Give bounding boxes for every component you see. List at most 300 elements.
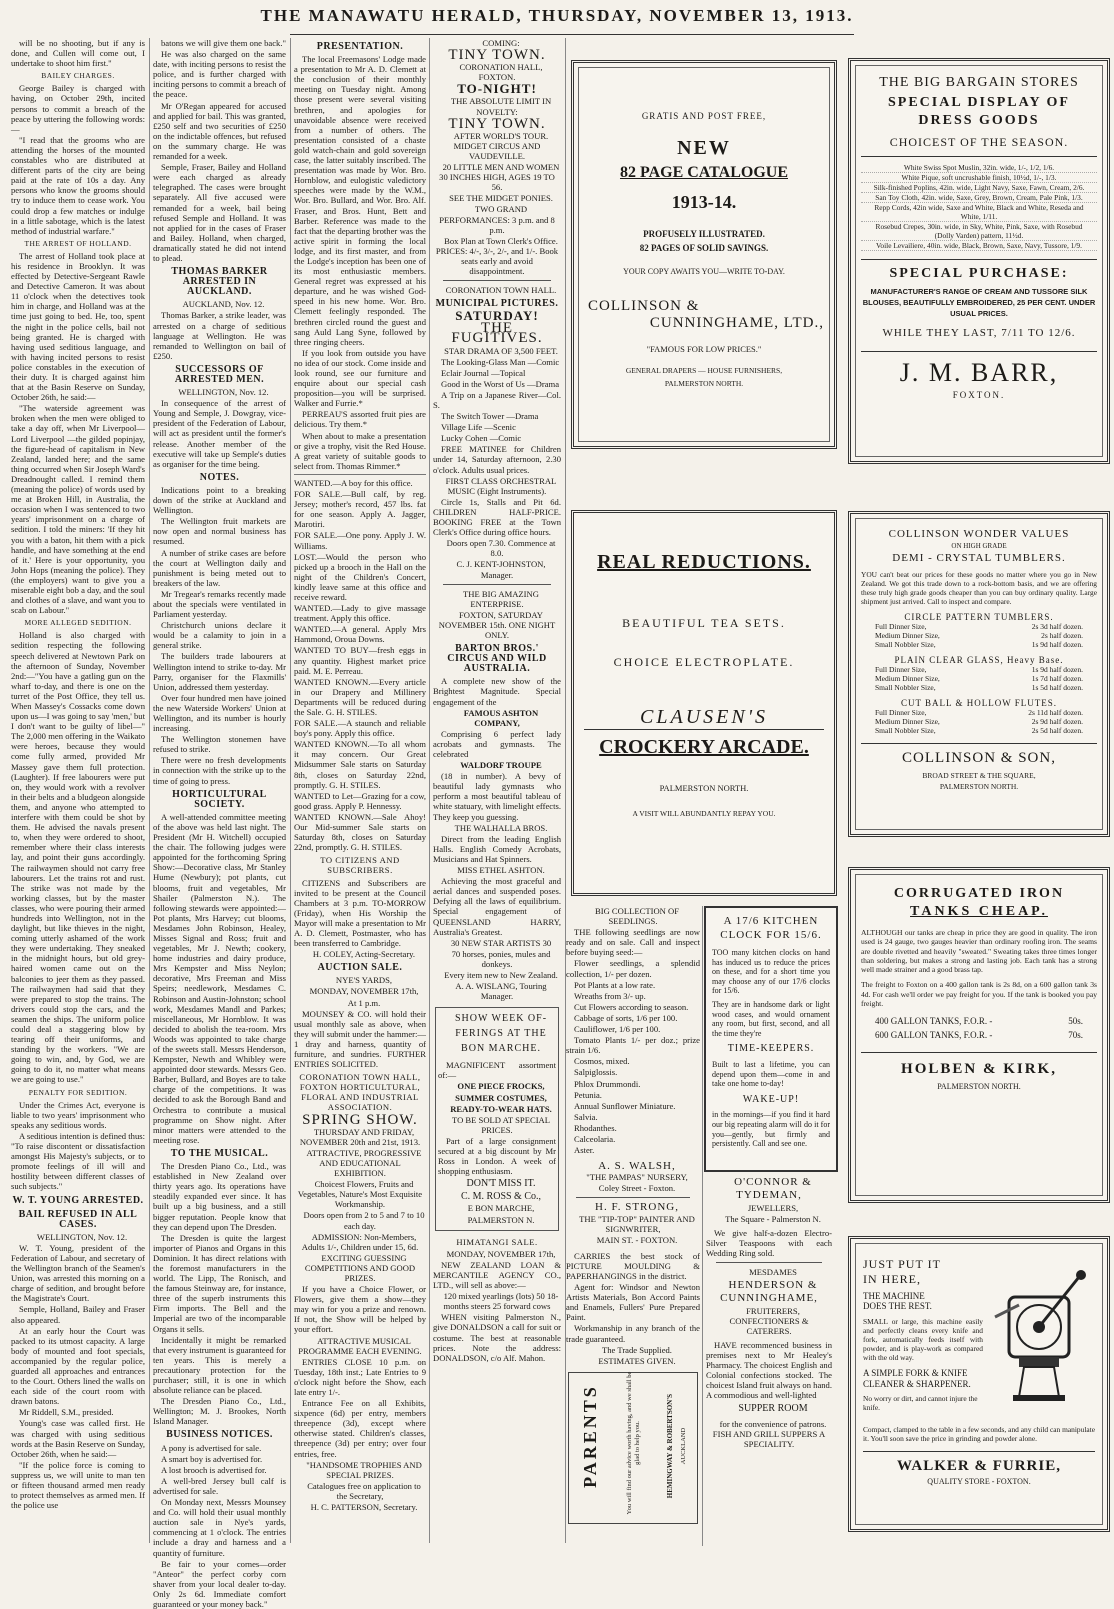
price: 50s. [1068,1016,1083,1027]
news-column-1 [11,38,145,1543]
paragraph: THE ABSOLUTE LIMIT IN NOVELTY: [450,96,552,117]
ad-body [584,551,824,818]
ad-headline: C. M. ROSS & Co., [460,1191,542,1203]
ad-headline: SHOW WEEK OF- [454,1013,548,1025]
classified-ad: WANTED KNOWN.—Sale Ahoy! Our Mid-summer Sale starts on Saturday 8th, closes on Saturday 22nd, promptly. G. H. STILES. [294,811,426,853]
paragraph: batons we will give them one back." [161,38,286,48]
paragraph: AFTER WORLD'S TOUR. MIDGET CIRCUS AND VAUDEVILLE. [453,130,549,161]
list-item: Aster. [574,1145,595,1156]
ad-item: READY-TO-WEAR HATS. [450,1103,552,1114]
paragraph: "If the police force is coming to suppress us, we will unite to man ten or fifteen thousand armed men ready to protect themselves as armed men. If the police use [11,1459,145,1511]
headline: W. T. YOUNG ARRESTED. [12,1194,144,1206]
ad-company: HOLBEN & KIRK, [861,1052,1097,1078]
barr-ad [848,58,1110,464]
ad-address: QUALITY STORE - FOXTON. [927,1477,1031,1486]
program-item: Eclair Journal —Topical [441,367,526,378]
paragraph: 70 horses, ponies, mules and donkeys. [451,948,551,969]
ad-body [861,528,1097,791]
subheading: CORONATION TOWN HALL, FOXTON HORTICULTURAL, FLORAL AND INDUSTRIAL ASSOCIATION. [299,1072,421,1113]
ad-body [861,886,1097,1091]
paragraph: A number of strike cases are before the court at Wellington daily and punishment is being meted out to breakers of the law. [153,547,286,588]
paragraph: MOUNSEY & CO. will hold their usual monthly sale as above, when they will submit under the hammer:—1 dray and harness, quantity of furniture, and sundries. FURTHER ENTRIES SOLICITED. [294,1008,426,1070]
paragraph: Compact, clamped to the table in a few seconds, and any child can manipulate it. You'll soon save the price in grinding and powder alone. [863,1425,1095,1443]
paragraph: Young's case was called first. He was charged with using seditious words at the Basin Reserve on Sunday, October 26th, when he said:— [11,1418,145,1459]
paragraph: ADMISSION: Non-Members, Adults 1/-, Children under 15, 6d. [301,1231,419,1252]
list-item: Repp Cords, 42in wide, Saxe and White, Black and White, Reseda and White, 1/11. [861,203,1097,222]
subheading: HIMATANGI SALE. [456,1236,538,1247]
paragraph: Be fair to your cornes—order "Anteor" the perfect corby corn shaver from your local dealer to-day. Only 2s 6d. Immediate comfort guaranteed or your money back." [153,1558,286,1609]
ad-headline: COLLINSON WONDER VALUES [888,528,1070,540]
ad-line: THE "TIP-TOP" PAINTER AND SIGNWRITER, [579,1213,695,1234]
paragraph: Box Plan at Town Clerk's Office. PRICES: 4/-, 3/-, 2/-, and 1/-. Book seats early and avoid disappointment. [435,235,559,276]
size-label: Full Dinner Size, [875,622,927,631]
paragraph: THE BIG AMAZING ENTERPRISE. [463,588,539,609]
divider [716,1262,822,1263]
ad-line: "THE PAMPAS" NURSERY, [586,1172,688,1183]
paragraph: Part of a large consignment secured at a big discount by Mr Ross in London. A week of shopping enthusiasm. [438,1135,556,1177]
ad-body [861,75,1097,400]
ad-company: CROCKERY ARCADE. [599,736,809,758]
classified-ads [294,474,426,852]
date: MONDAY, NOVEMBER 17th, [309,986,419,997]
ad-line: ON HIGH GRADE [951,542,1007,550]
paragraph: If you have a Choice Flower, or Flowers, give them a show—they may win for you a prize and renown. If not, the Show will be helped by your effort. [294,1284,426,1335]
ad-address: Coley Street - Foxton. [598,1183,676,1194]
paragraph: TWO GRAND PERFORMANCES: 3 p.m. and 8 p.m. [439,204,555,235]
paragraph: CORONATION HALL, FOXTON. [459,62,543,83]
list-item: Salvia. [574,1111,598,1122]
ad-headline: BIG COLLECTION OF SEEDLINGS. [594,906,680,927]
paragraph: SMALL or large, this machine easily and perfectly cleans every knife and fork, automatically feeds itself with powder, and is play-work as compared with the old way. [863,1317,983,1362]
classified-ad: WANTED to Let—Grazing for a cow, good grass. Apply P. Hennessy. [294,790,426,811]
masthead: THE MANAWATU HERALD, THURSDAY, NOVEMBER 13, 1913. [260,6,854,25]
paragraph: Semple, Fraser, Bailey and Holland were each charged as already telegraphed. The cases were brought separately. All five accused were remanded for a week, bail being refused Semple and Holland. It was not applied for in the cases of Fraser and Bailey. Holland, when charged, dramatically stated he did not intend to plead. [153,162,286,263]
program-list [433,357,561,444]
venue: NYE'S YARDS, [335,975,393,986]
headline: BARTON BROS.' CIRCUS AND WILD AUSTRALIA. [447,643,547,675]
price: 70s. [1068,1030,1083,1041]
paragraph: A well-attended committee meeting of the above was held last night. The President (Mr H. Witchell) occupied the chair. The following judges were appointed for the forthcoming Spring Show:—Decorative class, Mr Stanley Hume (Newbury); pot plants, cut blooms, fruit and vegetables, Mr Shailer (Palmerston N.). The following stewards were appointed:—Pot plants, Mrs Harvey; cut blooms, Mesdames John Robinson, Healey, Misses Signal and Ross; fruit and vegetables, Mr J. Newth; cookery, home industries and dairy produce, Mrs Kempster and Miss Neylon; decorative, Mrs Freeman and Miss Speirs; needlework, Mesdames C. Robinson and Austin-Johnston; school work, Mesdames Mandl and Parkes; miscellaneous, Mr Hornblow. It was decided to abolish the tea-room. Mrs Woods was appointed to take charge of the sweets stall. Messrs Henderson, Kempster, Newth and Whibley were appointed door stewards. Messrs Geo. Barber, Bullard, and Boyes are to take charge of the competitions. It was decided to ask the Borough Band and Orchestra to contribute a musical programme on Show night. After minor matters were attended to the meeting rose. [153,811,286,1145]
price: 1s 9d half dozen. [1031,640,1083,649]
list-item: Flower seedlings, a splendid collection, 1/- per dozen. [566,958,700,979]
classified-ad: WANTED.—Lady to give massage treatment. Apply this office. [294,603,426,624]
price-row [861,665,1097,674]
paragraph: He was also charged on the same date, with inciting persons to resist the police, and is further charged with inciting persons to commit a breach of the peace. [153,49,286,100]
ad-item: SUMMER COSTUMES, [455,1092,547,1103]
signature: H. C. PATTERSON, Secretary. [310,1502,418,1513]
news-column-2 [153,38,286,1609]
paragraph: WHEN visiting Palmerston N., give DONALDSON a call for suit or costume. The best at reasonable prices. Note the address: DONALDSON, c/o Alf. Mahon. [433,1312,561,1363]
paragraph: COMING: [482,38,520,48]
tonight-title: TO-NIGHT! [457,81,537,97]
ad-address: AUCKLAND [679,1427,687,1465]
paragraph: NEW ZEALAND LOAN & MERCANTILE AGENCY CO., LTD., will sell as above:— [433,1259,561,1291]
price-row [861,1014,1097,1028]
ad-headline: 82 PAGE CATALOGUE [619,164,788,181]
knife-cleaner-machine-illustration [989,1257,1099,1407]
tumblers-ad [848,511,1110,837]
paragraph: CORONATION TOWN HALL. [445,285,557,296]
ad-company: COLLINSON & SON, [861,743,1097,767]
subheading: TO CITIZENS AND SUBSCRIBERS. [320,855,400,876]
list-item: Phlox Drummondi. [574,1078,641,1089]
paragraph: W. T. Young, president of the Federation of Labour, and secretary of the Wellington branch of the Seamen's Union, was arrested this morning on a charge of sedition, and brought before the Magistrate's Court. [11,1242,145,1304]
price: 1s 5d half dozen. [1031,683,1083,692]
ad-line: 82 PAGES OF SOLID SAVINGS. [639,243,769,253]
paragraph: Over four hundred men have joined the new Waterside Workers' Union at Wellington, and its number is hourly increasing. [153,692,286,734]
paragraph: Choicest Flowers, Fruits and Vegetables, Nature's Most Exquisite Workmanship. [297,1179,423,1210]
dateline: WELLINGTON, Nov. 12. [178,387,269,398]
bon-marche-ad [435,1007,559,1230]
paragraph: The Wellington stonemen have refused to strike. [153,734,286,755]
ad-line: YOUR COPY AWAITS YOU—WRITE TO-DAY. [623,267,785,276]
paragraph: A complete new show of the Brightest Magnitude. Special engagement of the [433,676,561,707]
ad-body [584,111,824,388]
ad-line: FRUITERERS, CONFECTIONERS & CATERERS. [729,1305,809,1336]
ad-subheading: CUT BALL & HOLLOW FLUTES. [900,698,1058,708]
paragraph: On Monday next, Messrs Mounsey and Co. will hold their usual monthly auction sale in Nye's yards, commencing at 1 o'clock. The entries include a dray and harness and a quantity of furniture. [153,1497,286,1558]
program-item: Good in the Worst of Us —Drama [441,378,560,389]
price-row [861,726,1097,735]
ad-line: You will find our advice worth having, and we shall be glad to help you. [626,1371,641,1515]
tiny-town-title: TINY TOWN. [448,115,546,132]
ad-footer [863,1425,1095,1486]
paragraph: Thomas Barker, a strike leader, was arrested on a charge of seditious language at Wellington. He was remanded to Wellington on bail of £250. [153,310,286,361]
paragraph: Semple, Holland, Bailey and Fraser also appeared. [11,1304,145,1325]
price-row [861,640,1097,649]
ad-line: THE MACHINE [863,1291,925,1301]
ad-body [712,914,830,1149]
ad-headline: A 17/6 KITCHEN CLOCK FOR 15/6. [720,915,822,941]
list-item: Tomato Plants 1/- per doz.; prize strain 1/6. [566,1035,700,1056]
paragraph: Incidentally it might be remarked that every instrument is guaranteed for ten years. This is merely a precautionary protection for the purchaser; still, it is one in which absolute reliance can be placed. [153,1334,286,1396]
ad-line: A VISIT WILL ABUNDANTLY REPAY YOU. [632,809,776,818]
headline: BAIL REFUSED IN ALL CASES. [18,1208,138,1230]
paragraph: Holland is also charged with sedition respecting the following speech delivered at Newtown Park on the afternoon of Sunday, November 2nd:—"You have a gatling gun on the wharf to-day, and there is one on the turret of the Post Office, they tell us. When Massey's Cossacks come down upon us—I was going to say 'men,' but I don't want to be guilty of libel—" The 2,000 men offering in the Waikato were heroes, because they would come fully armed, provided Mr Massey gave them full protection. (Laughter). If free labourers were put on, they would work with a revolver in their belts and a bludgeon alongside them, and anyone who attempted to interfere with them could be shot by them. He advised the navals present to, when they were ordered to shoot, remember where their class interests lay, and point their guns accordingly. The railwaymen should not carry free labourers. Let the trains rot and rust. The strike was not made by the working classes, but by the master classes, who were pouring their armed hundreds into Wellington, not in the daylight, but like thieves in the night, coming utterly ashamed of the work they were undertaking. They sneaked in the midnight hours, but old grey-haired women came out on the balconies to jeer them as they passed. The railwaymen had said that they were prepared to stop the trains. The drivers could stop the cars, and the seamen the ships. The uniform police could deal a staggering blow by tearing off their uniforms, and standing by the workers. "We are going to win, and, by God, we are going to do it, no matter what means we are going to use." [11,630,145,1085]
list-item: Wreaths from 3/- up. [574,990,646,1001]
paragraph: The Dresden Piano Co., Ltd., was established in New Zealand over thirty years ago. Its operations have steadily expanded ever since. It has built up a big business, and a still bigger reputation. People know that they can depend upon The Dresden. [153,1161,286,1232]
list-item: San Toy Cloth, 42in. wide, Saxe, Grey, Brown, Cream, Pale Pink, 1/3. [861,193,1097,203]
classified-ad: WANTED TO BUY—fresh eggs in any quantity. Highest market price paid. M. E. Perreau. [294,645,426,676]
paragraph: Entrance Fee on all Exhibits, sixpence (6d) per entry, members threepence (3d), except where otherwise stated. Children's classes, threepence (3d) per entry; over four entries, free. [294,1398,426,1459]
headline: AUCTION SALE. [317,962,403,974]
paragraph: 30 NEW STAR ARTISTS 30 [450,937,552,948]
ad-subheading: PLAIN CLEAR GLASS, Heavy Base. [894,655,1064,665]
program-item: Lucky Cohen —Comic [441,433,522,444]
paragraph: YOU can't beat our prices for these goods no matter where you go in New Zealand. We got this trade down to a rock-bottom basis, and we are offering these truly high grade goods cheaper than you can buy ordinary quality. Large shipment just arrived. Call to inspect and compare. [861,570,1097,606]
paragraph: ALTHOUGH our tanks are cheap in price they are good in quality. The iron used is 24 gauge, two gauges heavier than ordinary roofing iron. The seams are double rivetted and heavily "sweated." Sweating takes three times longer than soldering, but makes a strong and lasting job. Each tank has a strong well made strainer and a good brass tap. [861,928,1097,975]
list-item: Cosmos, mixed. [574,1056,630,1067]
ad-line: A SIMPLE FORK & KNIFE CLEANER & SHARPENER. [863,1368,971,1389]
ad-line: ESTIMATES GIVEN. [598,1355,676,1366]
program-item: A Trip on a Japanese River—Col. S. [433,389,561,410]
ad-line: JEWELLERS, [747,1203,799,1213]
paragraph: ENTRIES CLOSE 10 p.m. on Tuesday, 18th inst.; Late Entries to 9 o'clock night before the Show, each late entry 1/-. [294,1356,426,1397]
subheading: PENALTY FOR SEDITION. [28,1087,128,1097]
price-row [861,717,1097,726]
price-row [861,683,1097,692]
classified-ad: WANTED.—A boy for this office. [294,477,413,488]
ad-headline: DON'T MISS IT. [466,1178,536,1190]
ad-headline: SPECIAL DISPLAY OF [887,95,1070,110]
classified-ad: WANTED.—A general. Apply Mrs Hammond, Oroua Downs. [294,624,426,645]
program-item: The Looking-Glass Man —Comic [441,356,560,367]
paragraph: SEE THE MIDGET PONIES. [449,193,553,204]
price: 2s 11d half dozen. [1028,708,1083,717]
tanks-ad [848,867,1110,1203]
paragraph: ATTRACTIVE MUSICAL PROGRAMME EACH EVENING. [298,1335,422,1356]
paragraph: The Dresden Piano Co., Ltd., Wellington; M. J. Brookes, North Island Manager. [153,1396,286,1427]
headline: NOTES. [199,471,240,483]
act-name: MISS ETHEL ASHTON. [457,865,545,876]
paragraph: Doors open from 2 to 5 and 7 to 10 each day. [303,1210,425,1231]
ad-headline: CORRUGATED IRON [893,886,1065,901]
dress-goods-list [861,163,1097,251]
list-item: Rhodanthes. [574,1122,617,1133]
paragraph: Mr O'Regan appeared for accused and applied for bail. This was granted, £250 self and two securities of £250 on the indictable offences, but refused on the summary charge. He was remanded for a week. [153,100,286,162]
paragraph: FIRST CLASS ORCHESTRAL MUSIC (Eight Instruments). [445,475,557,496]
ad-company: HEMINGWAY & ROBERTSON'S [665,1393,674,1499]
headline: SUCCESSORS OF ARRESTED MEN. [174,363,265,385]
paragraph: A seditious intention is defined thus: "To raise discontent or dissatisfaction amongst His Majesty's subjects, or to promote feelings of ill will and hostility between different classes of such subjects." [11,1130,145,1192]
list-item: Cauliflower, 1/6 per 100. [574,1024,661,1035]
subheading: MORE ALLEGED SEDITION. [24,618,132,628]
ads-column-4 [433,38,561,1543]
ad-line: The Trade Supplied. [602,1344,672,1355]
paragraph: Agent for: Windsor and Newton Artists Materials, Bon Accord Paints and Enamels, Fullers' Pure Prepared Paint. [566,1282,700,1323]
signature: C. J. KENT-JOHNSTON, Manager. [456,559,546,580]
act-name: THE WALHALLA BROS. [454,822,548,833]
list-item: White Pique, soft uncrushable finish, 10½d, 1/-, 1/3. [861,173,1097,183]
paragraph: Mr Tregear's remarks recently made about the specials were ventilated in Parliament yesterday. [153,588,286,620]
price-row [861,708,1097,717]
price: 2s half dozen. [1041,631,1083,640]
headline: PRESENTATION. [316,41,404,52]
ad-address: E BON MARCHE, [467,1203,535,1214]
ad-line: PROFUSELY ILLUSTRATED. [643,229,765,239]
paragraph: The builders trade labourers at Wellington intend to strike to-day. Mr Parry, organiser for the Flaxmills' Union, addressed them yesterday. [153,651,286,692]
ad-headline: SPECIAL PURCHASE: [861,259,1097,282]
size-label: Medium Dinner Size, [875,674,940,683]
paragraph: We give half-a-dozen Electro-Silver Teaspoons with each Wedding Ring sold. [706,1228,832,1259]
ad-headline: SUPPER ROOM [738,1403,808,1415]
paragraph: 120 mixed yearlings (lots) 50 18-months steers 25 forward cows [443,1291,559,1312]
ad-headline: PARENTS [579,1384,600,1488]
ad-address: MAIN ST. - FOXTON. [596,1234,678,1245]
headline: HORTICULTURAL SOCIETY. [172,788,267,810]
ad-company: J. M. BARR, [861,351,1097,388]
ad-subheading: CIRCLE PATTERN TUMBLERS. [904,612,1054,622]
size-label: Full Dinner Size, [875,665,927,674]
paragraph: A smart boy is advertised for. [161,1453,263,1464]
ad-line: "FAMOUS FOR LOW PRICES." [646,344,762,354]
paragraph: TO BE SOLD AT SPECIAL PRICES. [451,1114,551,1135]
divider [443,584,551,585]
dateline: AUCKLAND, Nov. 12. [182,299,265,310]
paragraph: The Dresden is quite the largest importer of Pianos and Organs in this Dominion. It has direct relations with the foremost manufacturers in the world. The Lipp, The Ronisch, and the famous Steinway are, for instance, three of the superb instruments this Firm imports. The Bell and the Imperial are two of the incomparable Organs it sells. [153,1232,286,1334]
paragraph: If you look from outside you have no idea of our stock. Come inside and look round, see our furniture and enquire about our special cash proposition—you will be surprised. Walker and Furrie.* [294,347,426,409]
price-row [861,674,1097,683]
headline: MUNICIPAL PICTURES. [435,298,559,310]
ad-headline: 1913-14. [671,192,737,212]
paragraph: STAR DRAMA OF 3,500 FEET. [444,345,558,356]
clausen-ad [571,510,837,896]
price: 2s 9d half dozen. [1031,717,1083,726]
list-item: Pot Plants at a low rate. [574,979,656,990]
headline: TO THE MUSICAL. [170,1147,269,1159]
news-column-3 [294,38,426,1543]
ad-line: BEAUTIFUL TEA SETS. [622,616,786,630]
paragraph: The freight to Foxton on a 400 gallon tank is 2s 8d, on a 600 gallon tank 3s 4d. For cash we'll order we pay freight for you. If the tank is booked you pay freight. [861,980,1097,1009]
paragraph: They are in handsome dark or light wood cases, and would ornament any room, but first, second, and all the time they're [712,999,830,1038]
paragraph: There were no fresh developments in connection with the strike up to the time of going to press. [153,755,286,786]
ad-line: MANUFACTURER'S RANGE OF CREAM AND TUSSORE SILK BLOUSES, BEAUTIFULLY EMBROIDERED, 25 PER CENT. UNDER USUAL PRICES. [862,287,1096,318]
nursery-painter-ads [566,906,700,1546]
ad-address: PALMERSTON NORTH. [659,783,749,793]
ad-address: PALMERSTON NORTH. [937,1082,1021,1092]
spring-show-title: SPRING SHOW. [302,1111,418,1128]
fugitives-title: THE FUGITIVES. [451,320,543,347]
ad-address: The Square - Palmerston N. [725,1214,821,1225]
paragraph: Comprising 6 perfect lady acrobats and gymnasts. The celebrated [433,728,561,759]
ad-headline: BON MARCHE. [461,1043,541,1055]
ad-headline: NEW [677,137,731,159]
ad-headline: THE BIG BARGAIN STORES [879,75,1079,90]
paragraph: THE following seedlings are now ready and on sale. Call and inspect before buying seed:— [566,927,700,958]
paragraph: Doors open 7.30. Commence at 8.0. [446,538,556,559]
list-item: Cabbage of sorts, 1/6 per 100. [574,1012,678,1023]
price: 2s 5d half dozen. [1031,726,1083,735]
price: 1s 7d half dozen. [1031,674,1083,683]
price-row [861,631,1097,640]
paragraph: The arrest of Holland took place at his residence in Brooklyn. It was effected by Detective-Sergeant Rawle and Detective Cameron. It was about 11 o'clock when the detectives took him in charge, and Holland was at the time just going to bed. He, too, spent the night in the police cells, bail not being granted. He is charged with having used seditious language, and with having incited persons to resist police constables in the execution of their duty. It is charged against him that at the Basin Reserve on Sunday, October 26th, he said:— [11,250,145,403]
paragraph: FREE MATINEE for Children under 14, Saturday afternoon, 2.30 o'clock. Adults usual prices. [433,444,561,475]
clock-ad [704,906,838,1172]
column-rule [149,38,150,1543]
classified-ad: LOST.—Would the person who picked up a brooch in the Hall on the night of the Children's Concert, kindly leave same at this office and receive reward. [294,551,426,602]
divider [443,280,551,281]
ad-company: O'CONNOR & TYDEMAN, [734,1176,812,1201]
ad-line: for the convenience of patrons. FISH AND GRILL SUPPERS A SPECIALITY. [712,1418,827,1449]
ad-line: CHOICE ELECTROPLATE. [613,655,795,669]
column-rule [290,38,291,1543]
paragraph: Indications point to a breaking down of the strike at Auckland and Wellington. [153,484,286,516]
paragraph: No worry or dirt, and cannot injure the knife. [863,1394,978,1412]
ad-headline: TIME-KEEPERS. [727,1043,815,1055]
ad-line: GENERAL DRAPERS — HOUSE FURNISHERS, [625,366,783,375]
paragraph: Built to last a lifetime, you can depend upon them—come in and take one home to-day! [712,1059,830,1089]
catalogue-ad [571,60,837,449]
subheading: BAILEY CHARGES. [41,71,115,81]
price-row [861,622,1097,631]
classified-ad: FOR SALE.—One pony. Apply J. W. Williams. [294,530,426,551]
paragraph: "The waterside agreement was broken when the men were obliged to take a day off, when Mr Liverpool—Lord Liverpool —the gilded popinjay, the figure-head of capitalism in New Zealand, landed here; and the same thing occurred when Sir Joseph Ward's Dreadnought called. I remind them (meaning the police) of words used by me at Broken Hill, in Australia, the occasion when I was sentenced to two years' imprisonment on a charge of sedition. I told the miners: 'If they hit you with a baton, hit them with a pick handle, and have something at the end of it.' Here is your opportunity, you John Hops (meaning the police). They (the employers) want to give you a miserable eight bob a day, and the soul and clothes of a slave, and want you to scab on Labour." [11,403,145,616]
time: At 1 p.m. [347,997,381,1008]
ad-headline: CHOICEST OF THE SEASON. [861,135,1097,157]
paragraph: A pony is advertised for sale. [161,1442,262,1453]
paragraph: Mr Riddell, S.M., presided. [19,1407,114,1418]
parents-ad [568,1372,698,1524]
ad-headline: DEMI - CRYSTAL TUMBLERS. [892,552,1066,564]
paragraph: "I read that the grooms who are attending the horses of the mounted constables who are distributed at different parts of the city are being paid at the rate of 10s a day. Any persons who know the grooms should try to induce them to cease work. You could drop a few matches or indulge in a little sabotage, which is the latest method of industrial warfare." [11,134,145,236]
classified-ad: FOR SALE.—Bull calf, by reg. Jersey; mother's record, 457 lbs. fat for one season. Apply A. Jagger, Marotiri. [294,489,426,530]
paragraph: When about to make a presentation or give a trophy, visit the Red House. A great variety of suitable goods to select from. Thomas Rimmer.* [294,430,426,471]
paragraph: 20 LITTLE MEN AND WOMEN 30 INCHES HIGH, AGES 19 TO 56. [439,162,560,193]
list-item: Salpiglossis. [574,1067,618,1078]
paragraph: Workmanship in any branch of the trade guaranteed. [566,1323,700,1344]
paragraph: Under the Crimes Act, everyone is liable to two years' imprisonment who speaks any seditious words. [11,1099,145,1130]
list-item: Calceolaria. [574,1133,616,1144]
ad-line: DOES THE REST. [863,1301,932,1311]
list-item: Voile Levailiere, 40in. wide, Black, Brown, Saxe, Navy, Tussore, 1/9. [861,241,1097,251]
paragraph: MAGNIFICENT assortment of:— [438,1060,556,1081]
seedling-list [566,958,700,1155]
paragraph: Circle 1s, Stalls and Pit 6d. CHILDREN HALF-PRICE. BOOKING FREE at the Town Clerk's Office during office hours. [433,496,561,538]
paragraph: Catalogues free on application to the Secretary, [307,1480,421,1501]
ad-line: MESDAMES [749,1267,797,1278]
saturday-title: SATURDAY! [455,308,539,324]
paragraph: Achieving the most graceful and aerial dances and suspended poses. Defying all the laws of equilibrium. Special engagement of QUEENSLAND HARRY, Australia's Greatest. [433,876,561,937]
paragraph: ATTRACTIVE, PROGRESSIVE AND EDUCATIONAL EXHIBITION. [306,1147,422,1179]
ad-address: PALMERSTON NORTH. [939,782,1019,791]
classified-ad: FOR SALE.—A staunch and reliable boy's pony. Apply this office. [294,718,426,739]
paragraph: A lost brooch is advertised for. [161,1464,267,1475]
tiny-town-title: TINY TOWN. [448,47,546,64]
ad-company: WALKER & FURRIE, [863,1451,1095,1475]
paragraph: The local Freemasons' Lodge made a presentation to Mr A. D. Clemett at the conclusion of their monthly meeting on Tuesday night. Among those present were several visiting brethren, and apologies for unavoidable absence were received from a number of others. The presentation consisted of a chaste gold watch-chain and gold sovereign case, the latter suitably inscribed. The presentation was made by Wor. Bro. Hornblow, and eulogistic valedictory speeches were made by the W.M., Wor. Bro. Bullard, and Wor. Bro. Alf. Fraser, and Bros. Hunt, Bett and Barber. Reference was made to the fact that the departing brother was the active spirit in forming the local lodge, and its first master, and from the Lodge's inception has been one of its most enthusiastic members. General regret was expressed at his departure, and he was wished God-speed in his new home. Wor. Bro. Clemett feelingly responded. The brethren circled round the guest and sang Auld Lang Syne, followed by three ringing cheers. [294,54,426,347]
ad-company: CLAUSEN'S [584,706,824,730]
size-label: Medium Dinner Size, [875,631,940,640]
signature: A. A. WISLANG, Touring Manager. [455,981,547,1002]
knife-cleaner-ad [848,1236,1110,1532]
paragraph: A well-bred Jersey bull calf is advertised for sale. [153,1475,286,1496]
paragraph: FOXTON, SATURDAY NOVEMBER 15th. ONE NIGHT ONLY. [438,609,556,640]
tank-size: 400 GALLON TANKS, F.O.R. - [875,1016,993,1027]
paragraph: At an early hour the Court was packed to its utmost capacity. A large body of mounted and foot specials, accompanied by the regular police, guarded all approaches and entrances to the Court. Others lined the walls on each side of the court room with drawn batons. [11,1325,145,1407]
size-label: Small Nobbler Size, [875,640,936,649]
price: 1s 9d half dozen. [1031,665,1083,674]
list-item: White Swiss Spot Muslin, 32in. wide, 1/-, 1/2, 1/6. [861,163,1097,173]
column-rule [429,38,430,1543]
ad-headline: REAL REDUCTIONS. [597,551,811,573]
price-row [861,1028,1097,1042]
size-label: Medium Dinner Size, [875,717,940,726]
paragraph: In consequence of the arrest of Young and Semple, J. Dowgray, vice-president of the Federation of Labour, will act as president until the former's release. Another member of the executive will take up Semple's duties as organiser for the time being. [153,398,286,469]
size-label: Small Nobbler Size, [875,683,936,692]
list-item: Rosebud Crepes, 30in. wide, in Sky, White, Pink, Saxe, with Rosebud (Dolly Varden) pattern, 11½d. [861,222,1097,241]
classified-ad: WANTED KNOWN.—Every article in our Drapery and Millinery Departments will be reduced during the Sale. G. H. STILES. [294,676,426,717]
list-item: Petunia. [574,1089,602,1100]
ad-company: CUNNINGHAME, LTD., [649,315,824,331]
paragraph: Direct from the leading English Halls. English Comedy Acrobats, Musicians and Hat Spinners. [433,833,561,864]
ad-company: A. S. WALSH, [598,1160,676,1173]
act-name: FAMOUS ASHTON COMPANY, [463,707,539,728]
ad-headline: IN HERE, [863,1272,921,1286]
paragraph: will be no shooting, but if any is done, and Cullen will come out, I undertake to shoot him first." [11,38,145,69]
divider [576,1197,690,1198]
paragraph: HAVE recommenced business in premises next to Mr Healey's Pharmacy. The choicest English and Colonial confections stocked. The choicest Island fruit always on hand. A commodious and well-lighted [706,1339,833,1401]
paragraph: in the mornings—if you find it hard our big repeating alarm will do it for you—gently, but firmly and persistently. Call and see one. [712,1110,830,1149]
ad-company: HENDERSON & CUNNINGHAME, [720,1278,818,1304]
price: 2s 3d half dozen. [1031,622,1083,631]
size-label: Full Dinner Size, [875,708,927,717]
ad-address: PALMERSTON N. [467,1214,535,1225]
ad-address: BROAD STREET & THE SQUARE, [922,771,1036,780]
paragraph: PERREAU'S assorted fruit pies are delicious. Try them.* [294,409,426,430]
jewellers-caterers-ads [706,1176,832,1546]
column-rule [702,906,703,1546]
paragraph: Christchurch unions declare it would be a calamity to join in a general strike. [153,620,286,651]
